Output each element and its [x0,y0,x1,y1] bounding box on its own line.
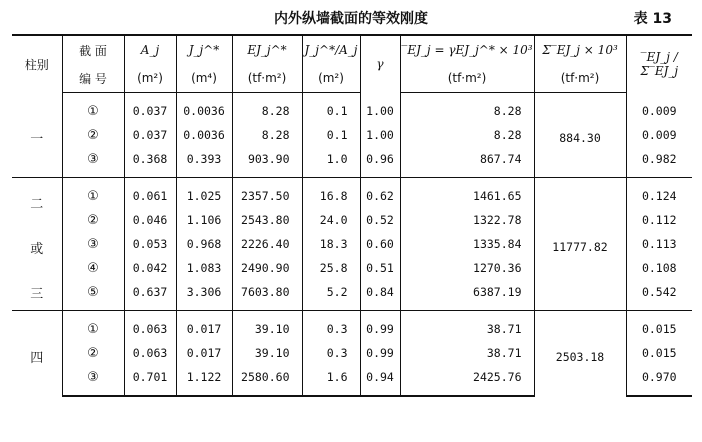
cell-ejbar: 8.28 [400,93,534,124]
cell-ratio: 0.009 [626,123,692,147]
cell-ratio: 0.113 [626,232,692,256]
cell-a: 0.042 [124,256,176,280]
header-a: A_j [124,35,176,64]
group-label: 四 [12,311,62,397]
cell-a: 0.637 [124,280,176,311]
header-ja: J_j^*/A_j [302,35,360,64]
cell-ejbar: 1335.84 [400,232,534,256]
cell-gamma: 0.60 [360,232,400,256]
cell-gamma: 0.99 [360,341,400,365]
cell-a: 0.053 [124,232,176,256]
table-number: 表 13 [633,11,672,27]
section-id: ② [62,123,124,147]
cell-ej: 2543.80 [232,208,302,232]
cell-j: 1.025 [176,178,232,209]
cell-gamma: 1.00 [360,123,400,147]
cell-j: 1.106 [176,208,232,232]
cell-ejbar: 38.71 [400,311,534,342]
cell-ejbar: 1270.36 [400,256,534,280]
cell-a: 0.046 [124,208,176,232]
cell-a: 0.063 [124,341,176,365]
header-section-bottom: 编 号 [62,64,124,93]
header-sum-unit: (tf·m²) [534,64,626,93]
header-pillar: 柱别 [12,35,62,93]
cell-ja: 0.3 [302,311,360,342]
group-label-char: 二 [30,196,44,212]
cell-ej: 2580.60 [232,365,302,396]
table-row [12,178,692,209]
cell-sum: 884.30 [534,93,626,178]
cell-sum: 11777.82 [534,178,626,311]
cell-ej: 39.10 [232,311,302,342]
cell-ej: 2357.50 [232,178,302,209]
section-id: ② [62,341,124,365]
cell-ejbar: 867.74 [400,147,534,178]
cell-ja: 16.8 [302,178,360,209]
cell-ejbar: 6387.19 [400,280,534,311]
group-label-char: 或 [30,241,44,257]
header-a-unit: (m²) [124,64,176,93]
cell-ja: 0.1 [302,123,360,147]
section-id: ② [62,208,124,232]
cell-a: 0.061 [124,178,176,209]
cell-gamma: 0.99 [360,311,400,342]
group-label-char: 三 [30,286,44,302]
section-id: ① [62,93,124,124]
cell-ej: 2490.90 [232,256,302,280]
cell-ratio: 0.009 [626,93,692,124]
cell-j: 3.306 [176,280,232,311]
table-row [12,93,692,124]
header-gamma: γ [360,35,400,93]
header-j-unit: (m⁴) [176,64,232,93]
group-label [12,178,62,311]
cell-ratio: 0.015 [626,341,692,365]
header-ja-unit: (m²) [302,64,360,93]
cell-gamma: 1.00 [360,93,400,124]
cell-a: 0.037 [124,93,176,124]
header-section-top: 截 面 [62,35,124,64]
section-id: ③ [62,365,124,396]
cell-ratio: 0.542 [626,280,692,311]
cell-ja: 5.2 [302,280,360,311]
cell-a: 0.701 [124,365,176,396]
cell-ja: 1.0 [302,147,360,178]
cell-j: 0.017 [176,341,232,365]
cell-j: 0.0036 [176,123,232,147]
cell-a: 0.037 [124,123,176,147]
cell-ej: 7603.80 [232,280,302,311]
cell-ratio: 0.970 [626,365,692,396]
cell-ratio: 0.015 [626,311,692,342]
cell-gamma: 0.62 [360,178,400,209]
cell-ej: 8.28 [232,123,302,147]
table-row [12,311,692,342]
section-id: ④ [62,256,124,280]
cell-j: 0.393 [176,147,232,178]
header-sum: Σ‾EJ_j × 10³ [534,35,626,64]
header-j: J_j^* [176,35,232,64]
cell-ej: 903.90 [232,147,302,178]
cell-ejbar: 8.28 [400,123,534,147]
header-ejbar-unit: (tf·m²) [400,64,534,93]
header-ej: EJ_j^* [232,35,302,64]
cell-ja: 0.3 [302,341,360,365]
cell-gamma: 0.51 [360,256,400,280]
cell-ejbar: 38.71 [400,341,534,365]
header-ejbar: ‾EJ_j = γEJ_j^* × 10³ [400,35,534,64]
cell-ej: 8.28 [232,93,302,124]
cell-gamma: 0.52 [360,208,400,232]
cell-j: 0.017 [176,311,232,342]
cell-ja: 1.6 [302,365,360,396]
cell-ja: 25.8 [302,256,360,280]
cell-ejbar: 2425.76 [400,365,534,396]
header-ej-unit: (tf·m²) [232,64,302,93]
cell-ratio: 0.112 [626,208,692,232]
cell-j: 1.083 [176,256,232,280]
cell-gamma: 0.94 [360,365,400,396]
section-id: ③ [62,232,124,256]
cell-ratio: 0.108 [626,256,692,280]
cell-sum: 2503.18 [534,311,626,397]
cell-ejbar: 1461.65 [400,178,534,209]
cell-a: 0.368 [124,147,176,178]
cell-ej: 39.10 [232,341,302,365]
stiffness-table [12,34,692,397]
cell-gamma: 0.96 [360,147,400,178]
cell-j: 0.968 [176,232,232,256]
cell-j: 0.0036 [176,93,232,124]
cell-ja: 18.3 [302,232,360,256]
cell-ej: 2226.40 [232,232,302,256]
section-id: ① [62,311,124,342]
cell-ja: 24.0 [302,208,360,232]
page-title: 内外纵墙截面的等效刚度 [274,11,428,27]
cell-gamma: 0.84 [360,280,400,311]
cell-ratio: 0.982 [626,147,692,178]
group-label: 一 [30,132,44,148]
section-id: ① [62,178,124,209]
cell-a: 0.063 [124,311,176,342]
section-id: ⑤ [62,280,124,311]
section-id: ③ [62,147,124,178]
cell-ja: 0.1 [302,93,360,124]
header-ratio: ‾EJ_j / Σ‾EJ_j [626,35,692,93]
cell-ratio: 0.124 [626,178,692,209]
cell-j: 1.122 [176,365,232,396]
cell-ejbar: 1322.78 [400,208,534,232]
